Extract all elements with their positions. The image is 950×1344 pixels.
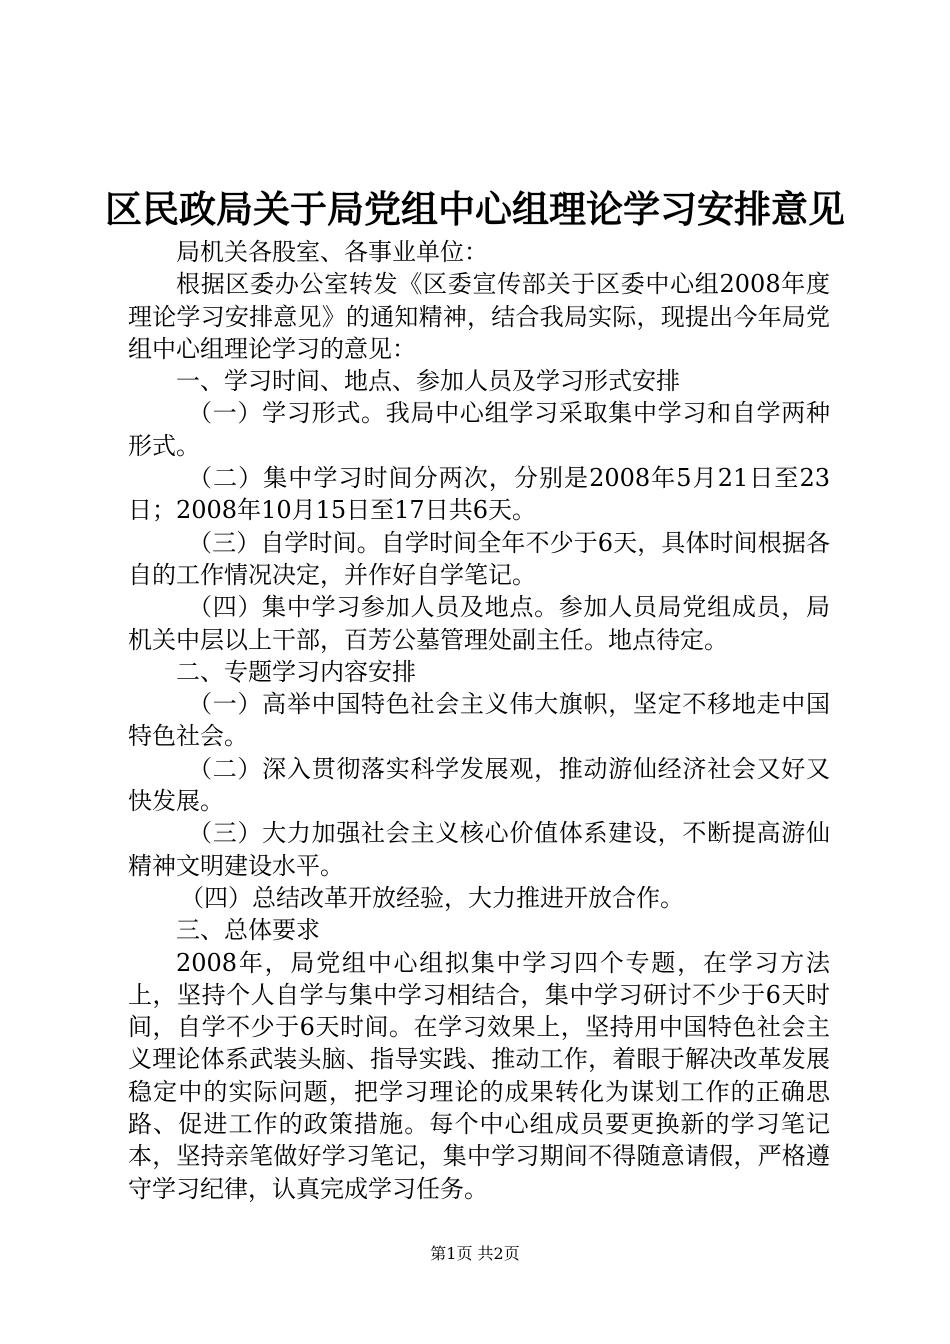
section-1-item-3: （三）自学时间。自学时间全年不少于6天，具体时间根据各自的工作情况决定，并作好自学笔记。 — [128, 528, 830, 589]
page-footer: 第1页 共2页 — [430, 1244, 520, 1263]
section-2-item-1: （一）高举中国特色社会主义伟大旗帜，坚定不移地走中国特色社会。 — [128, 690, 830, 751]
document-title: 区民政局关于局党组中心组理论学习安排意见 — [105, 187, 845, 231]
requirements-paragraph: 2008年，局党组中心组拟集中学习四个专题，在学习方法上，坚持个人自学与集中学习相结合，集中学习研讨不少于6天时间，自学不少于6天时间。在学习效果上，坚持用中国特色社会主义理论体系武装头脑、指导实践、推动工作，着眼于解决改革发展稳定中的实际问题，把学习理论的成果转化为谋划工作的正确思路、促进工作的政策措施。每个中心组成员要更换新的学习笔记本，坚持亲笔做好学习笔记，集中学习期间不得随意请假，严格遵守学习纪律，认真完成学习任务。 — [128, 948, 830, 1203]
section-2-item-4: （四）总结改革开放经验，大力推进开放合作。 — [180, 883, 684, 912]
section-heading-1: 一、学习时间、地点、参加人员及学习形式安排 — [176, 367, 680, 396]
document-body — [128, 236, 830, 1205]
section-2-item-3: （三）大力加强社会主义核心价值体系建设，不断提高游仙精神文明建设水平。 — [128, 819, 830, 880]
intro-paragraph: 根据区委办公室转发《区委宣传部关于区委中心组2008年度理论学习安排意见》的通知精神，结合我局实际，现提出今年局党组中心组理论学习的意见： — [128, 270, 830, 363]
section-2-item-2: （二）深入贯彻落实科学发展观，推动游仙经济社会又好又快发展。 — [128, 754, 830, 816]
salutation: 局机关各股室、各事业单位： — [176, 238, 488, 266]
section-heading-3: 三、总体要求 — [176, 916, 320, 945]
section-1-item-1: （一）学习形式。我局中心组学习采取集中学习和自学两种形式。 — [128, 399, 830, 460]
section-heading-2: 二、专题学习内容安排 — [176, 657, 416, 686]
section-1-item-4: （四）集中学习参加人员及地点。参加人员局党组成员，局机关中层以上干部，百芳公墓管理处副主任。地点待定。 — [128, 593, 830, 654]
section-1-item-2: （二）集中学习时间分两次，分别是2008年5月21日至23日；2008年10月15日至17日共6天。 — [128, 464, 830, 525]
